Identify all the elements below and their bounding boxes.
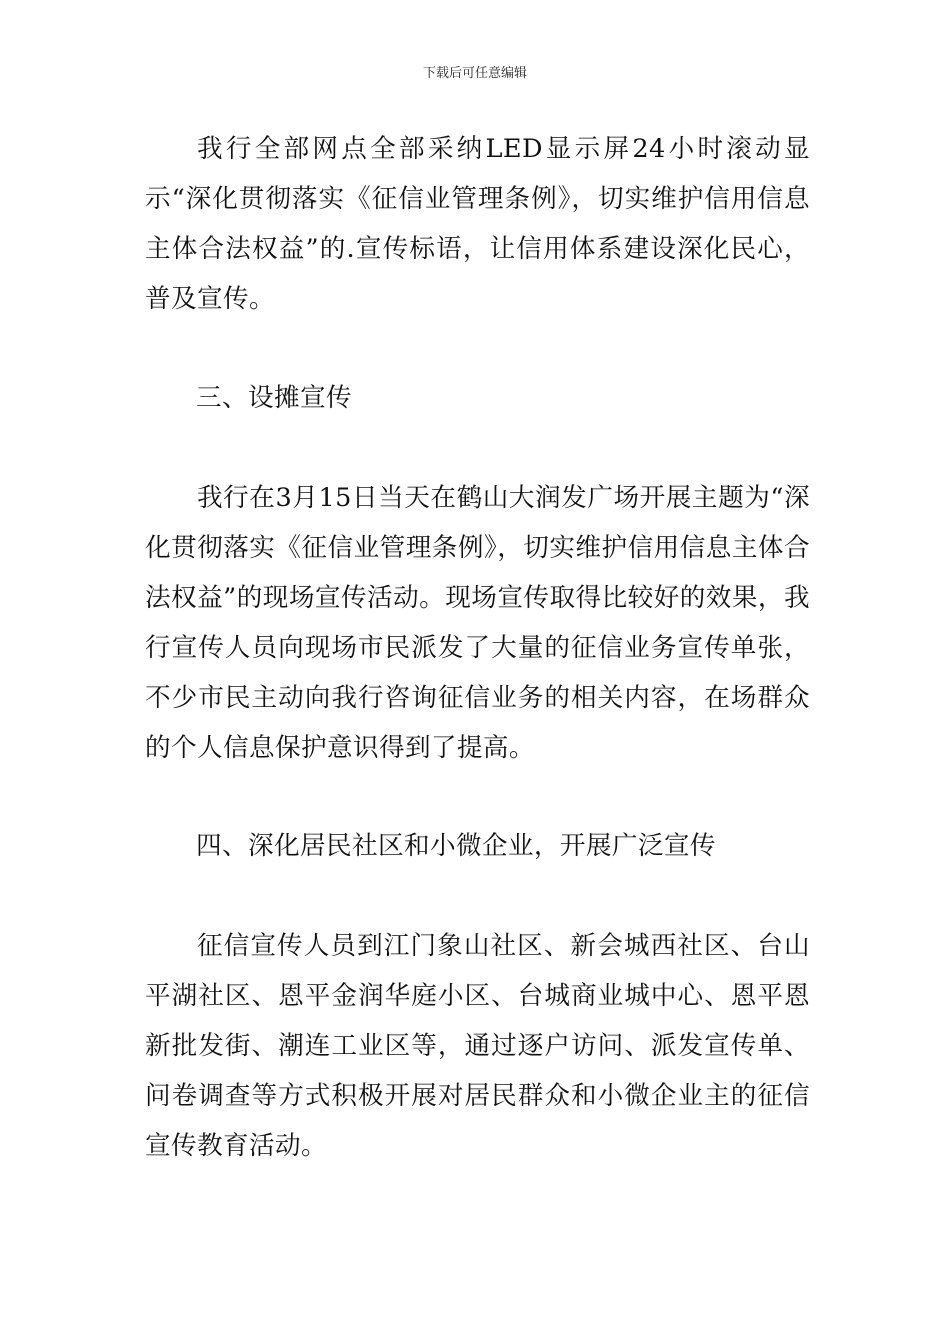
paragraph-community-visits: 征信宣传人员到江门象山社区、新会城西社区、台山平湖社区、恩平金润华庭小区、台城商业城中心、恩平恩新批发街、潮连工业区等，通过逐户访问、派发宣传单、问卷调查等方式积极开展对居民群众和小微企业主的征信宣传教育活动。 [145, 931, 810, 1161]
header-note: 下载后可任意编辑 [422, 66, 527, 81]
section-heading-community-outreach: 四、深化居民社区和小微企业，开展广泛宣传 [196, 831, 716, 861]
section-heading-stall-promotion: 三、设摊宣传 [196, 383, 352, 413]
paragraph-led-display: 我行全部网点全部采纳LED显示屏24小时滚动显示“深化贯彻落实《征信业管理条例》，切实维护信用信息主体合法权益”的.宣传标语，让信用体系建设深化民心，普及宣传。 [145, 134, 810, 314]
paragraph-square-event: 我行在3月15日当天在鹤山大润发广场开展主题为“深化贯彻落实《征信业管理条例》，切实维护信用信息主体合法权益”的现场宣传活动。现场宣传取得比较好的效果，我行宣传人员向现场市民派发了大量的征信业务宣传单张，不少市民主动向我行咨询征信业务的相关内容，在场群众的个人信息保护意识得到了提高。 [145, 483, 810, 763]
